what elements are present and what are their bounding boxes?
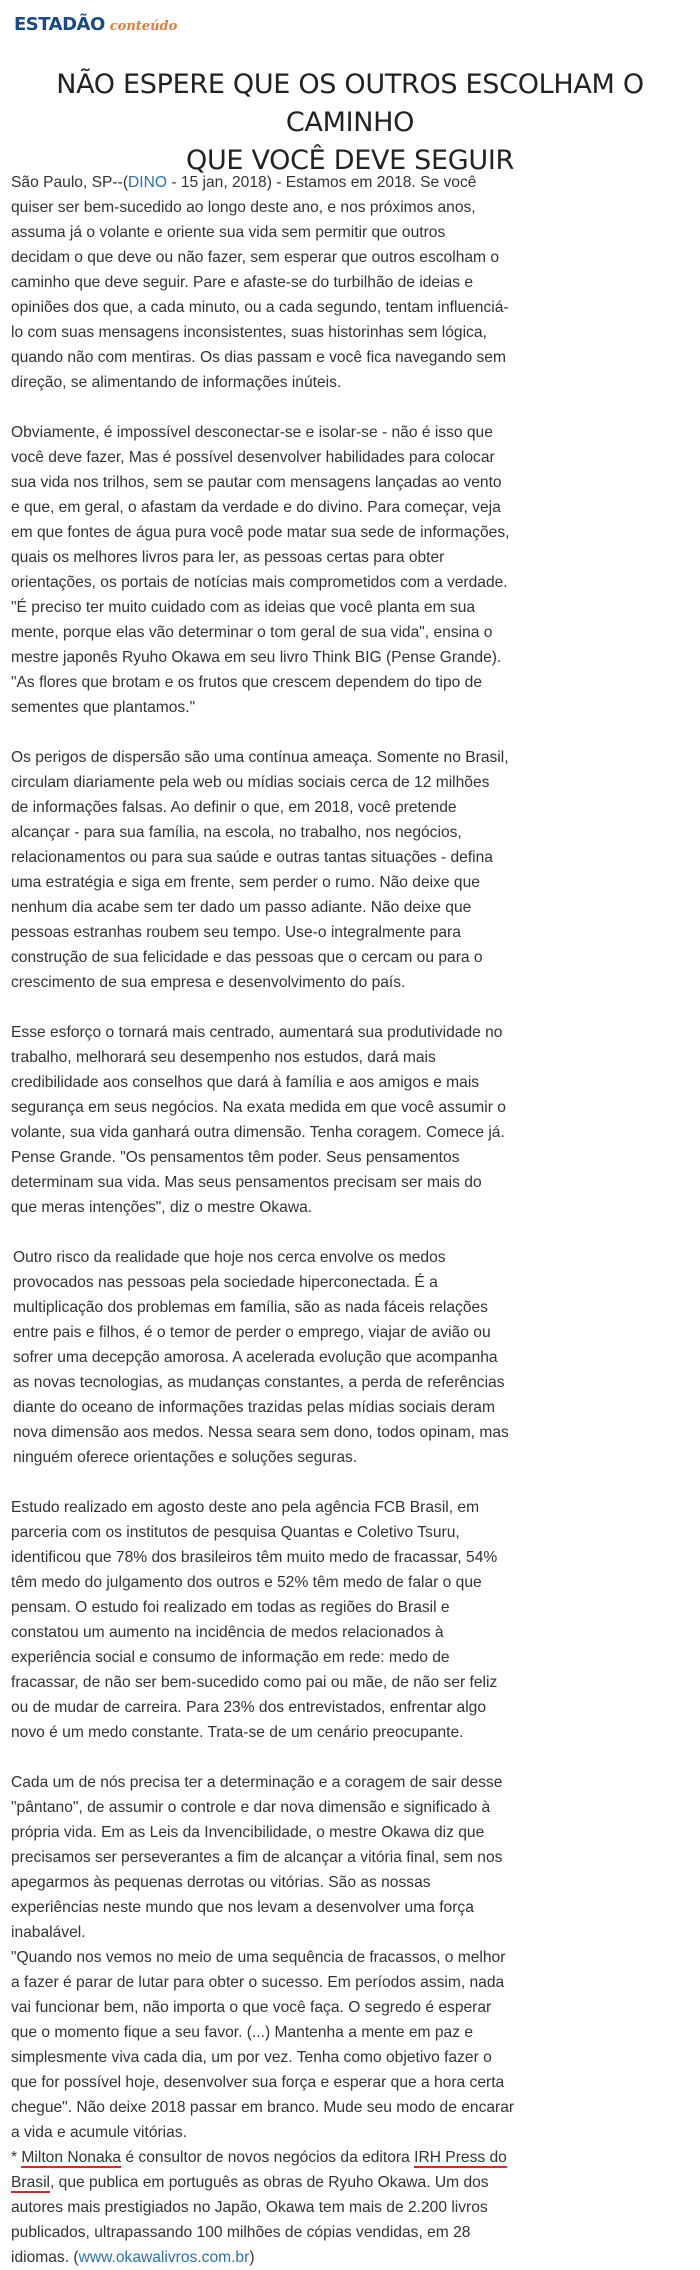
publisher-name: IRH Press do xyxy=(414,2149,507,2166)
publisher-name-end: Brasil xyxy=(11,2174,50,2191)
footnote-line-4: publicados, ultrapassando 100 milhões de cópias vendidas, em 28 xyxy=(11,2224,471,2241)
text-line: mestre japonês Ryuho Okawa em seu livro Think BIG (Pense Grande). xyxy=(11,649,502,666)
text-line: quando não com mentiras. Os dias passam e você fica navegando sem xyxy=(11,349,506,366)
text-line: experiências neste mundo que nos levam a desenvolver uma força xyxy=(11,1899,474,1916)
text-line: Pense Grande. "Os pensamentos têm poder. Seus pensamentos xyxy=(11,1149,460,1166)
text-line: sofrer uma decepção amorosa. A acelerada evolução que acompanha xyxy=(13,1349,498,1366)
text-line: crescimento de sua empresa e desenvolvimento do país. xyxy=(11,974,406,991)
text-line: simplesmente viva cada dia, um por vez. Tenha como objetivo fazer o xyxy=(11,2049,492,2066)
text-line: experiência social e consumo de informação em rede: medo de xyxy=(11,1649,450,1666)
footnote-line-2 xyxy=(11,2170,531,2195)
text-line: volante, sua vida ganhará outra dimensão. Tenha coragem. Comece já. xyxy=(11,1124,505,1141)
text-line: provocados nas pessoas pela sociedade hiperconectada. É a xyxy=(13,1274,438,1291)
text-line: assuma já o volante e oriente sua vida sem permitir que outros xyxy=(11,224,446,241)
text-line: ou de mudar de carreira. Para 23% dos entrevistados, enfrentar algo xyxy=(11,1699,487,1716)
footnote-line-5-prefix: idiomas. ( xyxy=(11,2249,79,2266)
text-line: "Quando nos vemos no meio de uma sequência de fracassos, o melhor xyxy=(11,1949,506,1966)
dino-link[interactable]: DINO xyxy=(128,174,167,191)
footnote xyxy=(11,2145,531,2270)
text-line: nova dimensão aos medos. Nessa seara sem dono, todos opinam, mas xyxy=(13,1424,509,1441)
footnote-line-3: autores mais prestigiados no Japão, Okawa tem mais de 2.200 livros xyxy=(11,2199,488,2216)
footnote-line-5-suffix: ) xyxy=(249,2249,255,2266)
text-line: e que, em geral, o afastam da verdade e do divino. Para começar, veja xyxy=(11,499,501,516)
text-line: a fazer é parar de lutar para obter o sucesso. Em períodos assim, nada xyxy=(11,1974,505,1991)
text-line: relacionamentos ou para sua saúde e outras tantas situações - defina xyxy=(11,849,493,866)
paragraph-7 xyxy=(11,1770,531,2145)
text-line: multiplicação dos problemas em família, são as nada fáceis relações xyxy=(13,1299,488,1316)
text-line: orientações, os portais de notícias mais comprometidos com a verdade. xyxy=(11,574,508,591)
text-line: constatou um aumento na incidência de medos relacionados à xyxy=(11,1624,444,1641)
text-line: mente, porque elas vão determinar o tom geral de sua vida", ensina o xyxy=(11,624,493,641)
brand-logo[interactable] xyxy=(14,14,177,38)
text-line: as novas tecnologias, as mudanças constantes, a perda de referências xyxy=(13,1374,505,1391)
text-line: uma estratégia e siga em frente, sem perder o rumo. Não deixe que xyxy=(11,874,480,891)
paragraph-4 xyxy=(11,1020,531,1220)
paragraph-3 xyxy=(11,745,531,995)
text-line: quais os melhores livros para ler, as pessoas certas para obter xyxy=(11,549,445,566)
paragraph-1-lines xyxy=(11,195,531,395)
text-line: determinam sua vida. Mas seus pensamentos precisam ser mais do xyxy=(11,1174,482,1191)
author-name: Milton Nonaka xyxy=(21,2149,122,2166)
text-line: Outro risco da realidade que hoje nos cerca envolve os medos xyxy=(13,1249,446,1266)
text-line: circulam diariamente pela web ou mídias sociais cerca de 12 milhões xyxy=(11,774,490,791)
text-line: identificou que 78% dos brasileiros têm muito medo de fracassar, 54% xyxy=(11,1549,498,1566)
headline-line-2: QUE VOCÊ DEVE SEGUIR xyxy=(186,145,514,176)
footnote-mid: é consultor de novos negócios da editora xyxy=(121,2149,415,2166)
headline-line-1: NÃO ESPERE QUE OS OUTROS ESCOLHAM O CAMINHO xyxy=(56,69,644,138)
text-line: alcançar - para sua família, na escola, no trabalho, nos negócios, xyxy=(11,824,462,841)
text-line: Cada um de nós precisa ter a determinação e a coragem de sair desse xyxy=(11,1774,503,1791)
paragraph-5 xyxy=(13,1245,533,1470)
text-line: você deve fazer, Mas é possível desenvolver habilidades para colocar xyxy=(11,449,495,466)
text-line: "É preciso ter muito cuidado com as ideias que você planta em sua xyxy=(11,599,476,616)
text-line: que meras intenções", diz o mestre Okawa. xyxy=(11,1199,313,1216)
text-line: precisamos ser perseverantes a fim de alcançar a vitória final, sem nos xyxy=(11,1849,503,1866)
text-line: que o momento fique a seu favor. (...) Mantenha a mente em paz e xyxy=(11,2024,474,2041)
text-line: diante do oceano de informações trazidas pelas mídias sociais deram xyxy=(13,1399,495,1416)
text-line: têm medo do julgamento dos outros e 52% têm medo de falar o que xyxy=(11,1574,482,1591)
dateline-suffix: - 15 jan, 2018) - Estamos em 2018. Se você xyxy=(167,174,477,191)
text-line: ninguém oferece orientações e soluções seguras. xyxy=(13,1449,358,1466)
text-line: direção, se alimentando de informações inúteis. xyxy=(11,374,342,391)
text-line: a vida e acumule vitórias. xyxy=(11,2124,187,2141)
article-headline xyxy=(0,66,700,180)
text-line: Obviamente, é impossível desconectar-se e isolar-se - não é isso que xyxy=(11,424,493,441)
dateline-prefix: São Paulo, SP--( xyxy=(11,174,129,191)
text-line: sementes que plantamos." xyxy=(11,699,196,716)
text-line: chegue". Não deixe 2018 passar em branco. Mude seu modo de encarar xyxy=(11,2099,515,2116)
text-line: em que fontes de água pura você pode matar sua sede de informações, xyxy=(11,524,510,541)
paragraph-1 xyxy=(11,170,531,395)
brand-logo-sub: conteúdo xyxy=(109,19,178,34)
text-line: própria vida. Em as Leis da Invencibilidade, o mestre Okawa diz que xyxy=(11,1824,485,1841)
text-line: trabalho, melhorará seu desempenho nos estudos, dará mais xyxy=(11,1049,436,1066)
text-line: credibilidade aos conselhos que dará à família e aos amigos e mais xyxy=(11,1074,480,1091)
text-line: quiser ser bem-sucedido ao longo deste ano, e nos próximos anos, xyxy=(11,199,476,216)
text-line: inabalável. xyxy=(11,1924,86,1941)
text-line: apegarmos às pequenas derrotas ou vitórias. São as nossas xyxy=(11,1874,431,1891)
text-line: construção de sua felicidade e das pessoas que o cercam ou para o xyxy=(11,949,483,966)
paragraph-6 xyxy=(11,1495,531,1745)
footnote-star: * xyxy=(11,2149,22,2166)
text-line: nenhum dia acabe sem ter dado um passo adiante. Não deixe que xyxy=(11,899,472,916)
text-line: opiniões dos que, a cada minuto, ou a cada segundo, tentam influenciá- xyxy=(11,299,509,316)
text-line: Estudo realizado em agosto deste ano pela agência FCB Brasil, em xyxy=(11,1499,480,1516)
text-line: lo com suas mensagens inconsistentes, suas historinhas sem lógica, xyxy=(11,324,487,341)
text-line: fracassar, de não ser bem-sucedido como pai ou mãe, de não ser feliz xyxy=(11,1674,498,1691)
text-line: sua vida nos trilhos, sem se pautar com mensagens lançadas ao vento xyxy=(11,474,502,491)
text-line: pessoas estranhas roubem seu tempo. Use-o integralmente para xyxy=(11,924,461,941)
text-line: Os perigos de dispersão são uma contínua ameaça. Somente no Brasil, xyxy=(11,749,509,766)
text-line: de informações falsas. Ao definir o que, em 2018, você pretende xyxy=(11,799,457,816)
brand-logo-main: ESTADÃO xyxy=(14,14,105,35)
footnote-line-5 xyxy=(11,2245,531,2270)
text-line: que for possível hoje, desenvolver sua força e esperar que a hora certa xyxy=(11,2074,505,2091)
text-line: caminho que deve seguir. Pare e afaste-se do turbilhão de ideias e xyxy=(11,274,474,291)
dateline xyxy=(11,170,531,195)
text-line: "As flores que brotam e os frutos que crescem dependem do tipo de xyxy=(11,674,483,691)
text-line: pensam. O estudo foi realizado em todas as regiões do Brasil e xyxy=(11,1599,450,1616)
text-line: parceria com os institutos de pesquisa Quantas e Coletivo Tsuru, xyxy=(11,1524,460,1541)
footnote-after-publisher: , que publica em português as obras de Ryuho Okawa. Um dos xyxy=(50,2174,489,2191)
text-line: entre pais e filhos, é o temor de perder o emprego, viajar de avião ou xyxy=(13,1324,491,1341)
text-line: "pântano", de assumir o controle e dar nova dimensão e significado à xyxy=(11,1799,491,1816)
text-line: vai funcionar bem, não importa o que você faça. O segredo é esperar xyxy=(11,1999,492,2016)
text-line: Esse esforço o tornará mais centrado, aumentará sua produtividade no xyxy=(11,1024,503,1041)
okawa-website-link[interactable]: www.okawalivros.com.br xyxy=(78,2249,250,2266)
paragraph-2 xyxy=(11,420,531,720)
footnote-line-1 xyxy=(11,2145,531,2170)
text-line: segurança em seus negócios. Na exata medida em que você assumir o xyxy=(11,1099,506,1116)
text-line: decidam o que deve ou não fazer, sem esperar que outros escolham o xyxy=(11,249,500,266)
text-line: novo é um medo constante. Trata-se de um cenário preocupante. xyxy=(11,1724,464,1741)
